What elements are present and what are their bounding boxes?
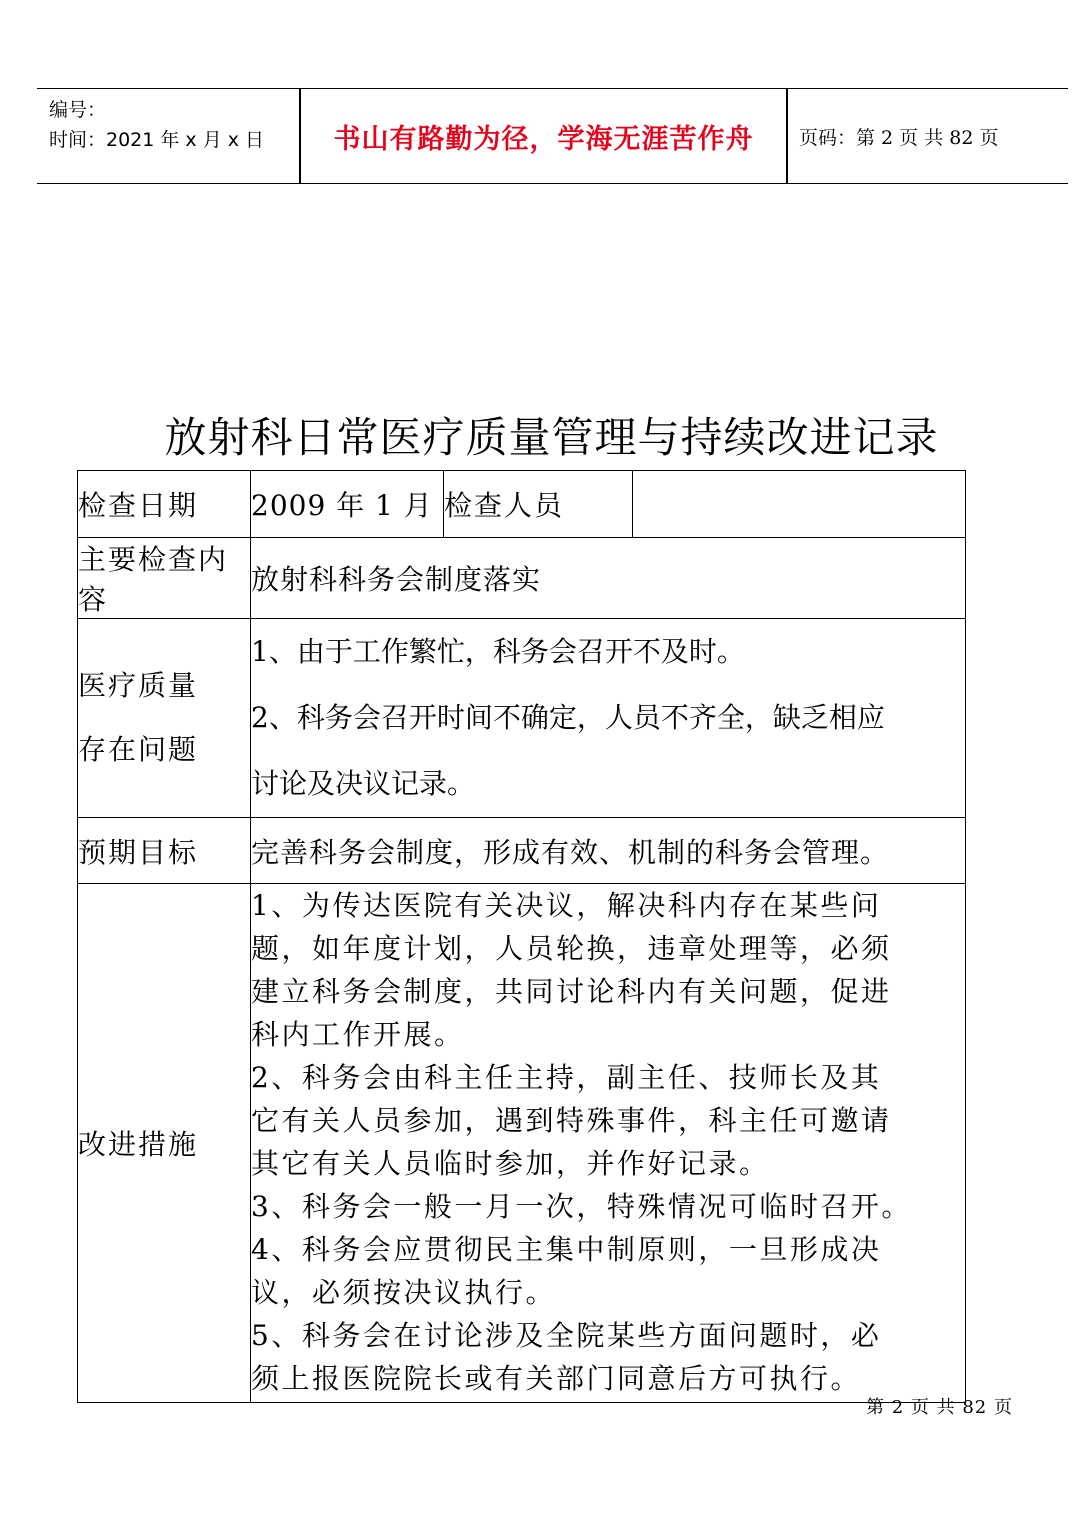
header-page-info: 页码：第 2 页 共 82 页 [799, 126, 999, 149]
table-row [78, 884, 966, 1403]
goal-value: 完善科务会制度，形成有效、机制的科务会管理。 [251, 818, 966, 884]
measure-line: 4、科务会应贯彻民主集中制原则，一旦形成决 [251, 1233, 882, 1266]
content-value: 放射科科务会制度落实 [251, 538, 966, 619]
header-meta [49, 95, 299, 155]
table-row [78, 538, 966, 619]
measure-line: 科内工作开展。 [251, 1018, 465, 1051]
measure-line: 须上报医院院长或有关部门同意后方可执行。 [251, 1362, 862, 1395]
issue-line: 1、由于工作繁忙，科务会召开不及时。 [251, 635, 745, 668]
measure-line: 3、科务会一般一月一次，特殊情况可临时召开。 [251, 1190, 912, 1223]
inspector-value [633, 471, 966, 538]
measures-label: 改进措施 [78, 884, 251, 1403]
quality-record-table [77, 470, 966, 1403]
goal-label: 预期目标 [78, 818, 251, 884]
doc-number-label: 编号： [49, 99, 107, 121]
table-row [78, 619, 966, 818]
footer-page-number: 第 2 页 共 82 页 [866, 1397, 1013, 1418]
measures-content [251, 884, 966, 1403]
issues-label-line: 医疗质量 [78, 669, 199, 702]
issues-label [78, 619, 251, 818]
measure-line: 议，必须按决议执行。 [251, 1276, 557, 1309]
header-divider [786, 89, 788, 183]
issue-line: 讨论及决议记录。 [251, 767, 476, 800]
document-header [37, 88, 1068, 184]
header-motto: 书山有路勤为径，学海无涯苦作舟 [333, 123, 754, 155]
doc-date: 时间：2021 年 x 月 x 日 [49, 129, 265, 151]
measure-line: 其它有关人员临时参加，并作好记录。 [251, 1147, 770, 1180]
measure-line: 2、科务会由科主任主持，副主任、技师长及其 [251, 1061, 882, 1094]
check-date-value: 2009 年 1 月 [251, 471, 444, 538]
issues-content [251, 619, 966, 818]
issue-line: 2、科务会召开时间不确定，人员不齐全，缺乏相应 [251, 701, 885, 734]
measure-line: 它有关人员参加，遇到特殊事件，科主任可邀请 [251, 1104, 892, 1137]
issues-label-line: 存在问题 [78, 733, 199, 766]
measure-line: 1、为传达医院有关决议，解决科内存在某些问 [251, 889, 882, 922]
measure-line: 建立科务会制度，共同讨论科内有关问题，促进 [251, 975, 892, 1008]
table-row [78, 818, 966, 884]
inspector-label: 检查人员 [444, 471, 633, 538]
measure-line: 5、科务会在讨论涉及全院某些方面问题时，必 [251, 1319, 882, 1352]
check-date-label: 检查日期 [78, 471, 251, 538]
document-title: 放射科日常医疗质量管理与持续改进记录 [164, 413, 939, 462]
measure-line: 题，如年度计划，人员轮换，违章处理等，必须 [251, 932, 892, 965]
content-label: 主要检查内容 [78, 538, 251, 619]
table-row [78, 471, 966, 538]
